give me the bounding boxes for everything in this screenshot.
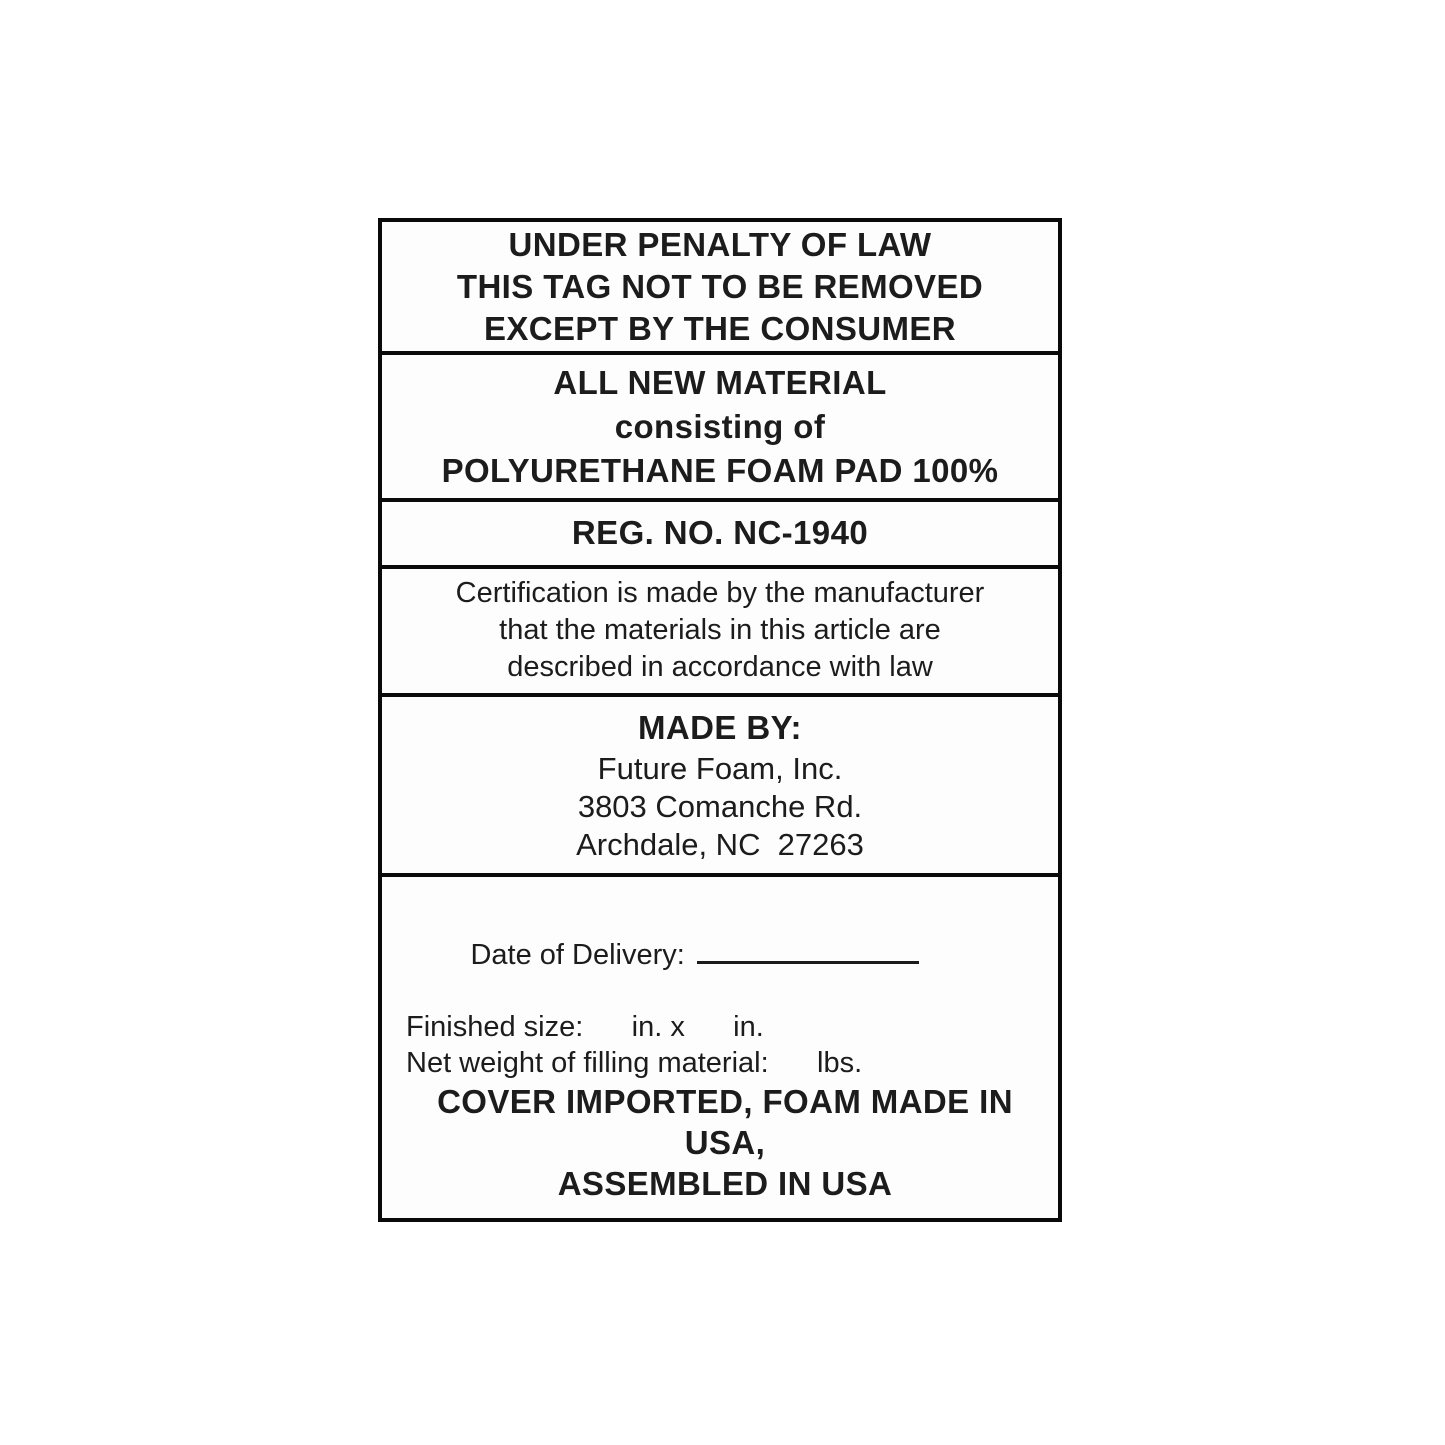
material-line-1: ALL NEW MATERIAL — [553, 363, 887, 401]
manufacturer-city-state-zip: Archdale, NC 27263 — [576, 826, 864, 862]
material-line-2: consisting of — [614, 407, 826, 445]
origin-line-1: COVER IMPORTED, FOAM MADE IN USA, — [437, 1082, 1023, 1161]
made-by-heading: MADE BY: — [638, 708, 802, 746]
reg-number: REG. NO. NC-1940 — [571, 514, 869, 552]
section-material-contents — [382, 355, 1058, 502]
material-line-3: POLYURETHANE FOAM PAD 100% — [441, 451, 999, 489]
date-of-delivery-label: Date of Delivery: — [470, 938, 685, 971]
manufacturer-street: 3803 Comanche Rd. — [577, 788, 863, 824]
net-weight-row: Net weight of filling material: lbs. — [406, 1046, 863, 1079]
section-penalty-warning — [382, 222, 1058, 355]
section-delivery-details — [382, 877, 1058, 1218]
section-made-by — [382, 697, 1058, 877]
certification-line-2: that the materials in this article are — [499, 614, 941, 647]
section-registration-number — [382, 502, 1058, 569]
origin-statement — [406, 1081, 1058, 1204]
penalty-line-3: EXCEPT BY THE CONSUMER — [483, 309, 957, 347]
date-of-delivery-row — [406, 895, 1058, 1009]
origin-line-2: ASSEMBLED IN USA — [557, 1164, 893, 1202]
certification-line-3: described in accordance with law — [507, 651, 933, 684]
penalty-line-1: UNDER PENALTY OF LAW — [508, 225, 932, 263]
penalty-line-2: THIS TAG NOT TO BE REMOVED — [456, 267, 984, 305]
date-of-delivery-blank-line — [697, 931, 919, 964]
certification-line-1: Certification is made by the manufacturer — [455, 577, 985, 610]
finished-size-row: Finished size: in. x in. — [406, 1010, 764, 1043]
section-certification — [382, 569, 1058, 697]
law-label-tag — [378, 218, 1062, 1222]
manufacturer-name: Future Foam, Inc. — [597, 750, 843, 786]
